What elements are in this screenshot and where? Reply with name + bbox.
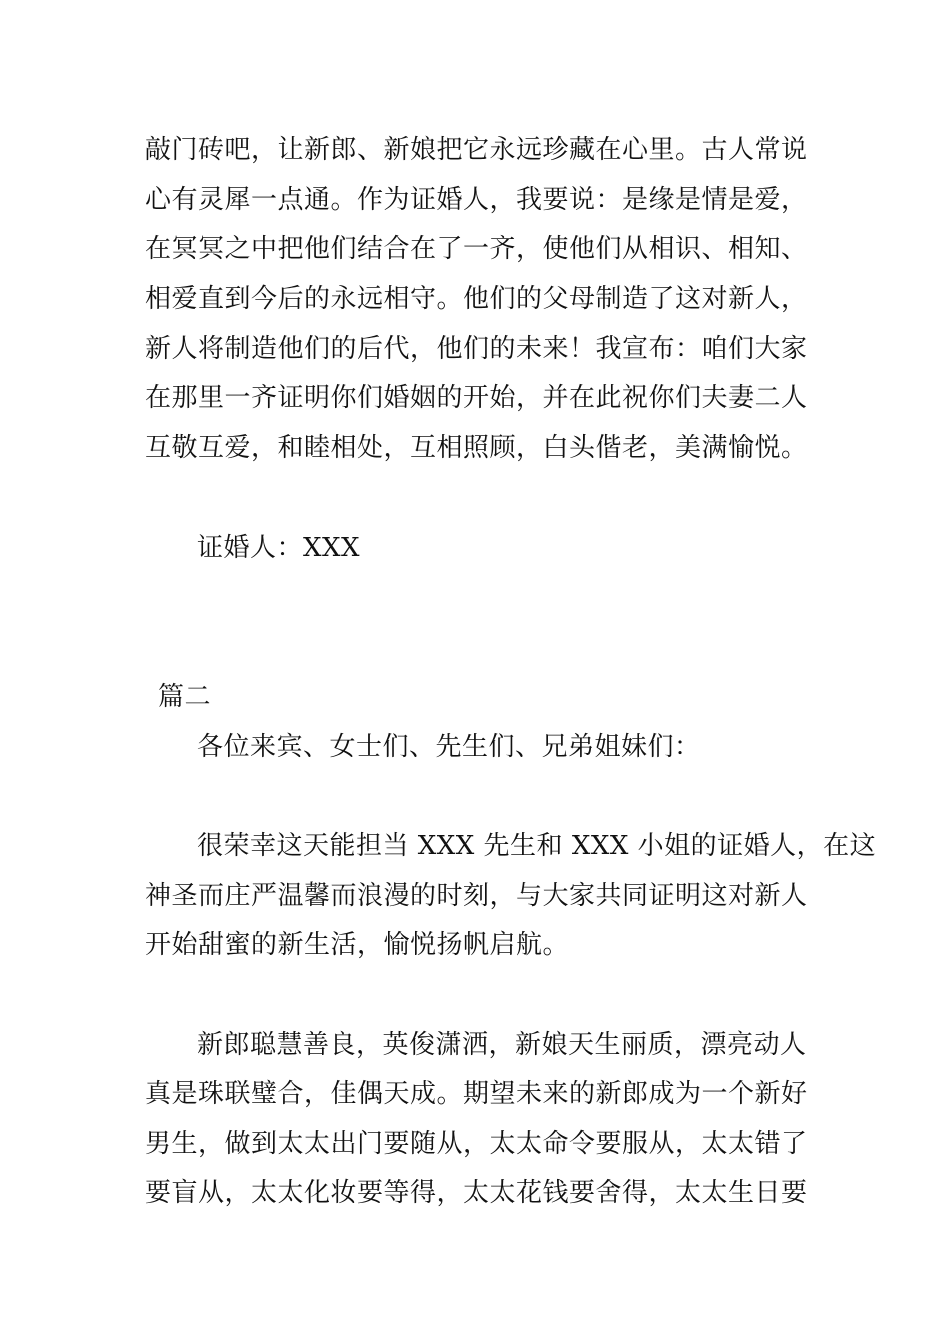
greeting-line: 各位来宾、女士们、先生们、兄弟姐妹们： — [197, 732, 701, 762]
section-heading: 篇二 — [158, 682, 212, 712]
paragraph-1-line-1: 敲门砖吧，让新郎、新娘把它永远珍藏在心里。古人常说 — [145, 135, 808, 165]
paragraph-1-line-4: 相爱直到今后的永远相守。他们的父母制造了这对新人， — [145, 284, 808, 314]
paragraph-2-line-3: 开始甜蜜的新生活，愉悦扬帆启航。 — [145, 930, 570, 960]
paragraph-1-line-3: 在冥冥之中把他们结合在了一齐，使他们从相识、相知、 — [145, 234, 808, 264]
paragraph-3-line-2: 真是珠联璧合，佳偶天成。期望未来的新郎成为一个新好 — [145, 1079, 808, 1109]
paragraph-1-line-7: 互敬互爱，和睦相处，互相照顾，白头偕老，美满愉悦。 — [145, 433, 808, 463]
paragraph-3-line-4: 要盲从，太太化妆要等得，太太花钱要舍得，太太生日要 — [145, 1178, 808, 1208]
paragraph-1-line-5: 新人将制造他们的后代，他们的未来！我宣布：咱们大家 — [145, 334, 808, 364]
paragraph-1-line-6: 在那里一齐证明你们婚姻的开始，并在此祝你们夫妻二人 — [145, 383, 808, 413]
paragraph-1-line-2: 心有灵犀一点通。作为证婚人，我要说：是缘是情是爱， — [145, 185, 808, 215]
paragraph-3-line-1: 新郎聪慧善良，英俊潇洒，新娘天生丽质，漂亮动人 — [197, 1030, 807, 1060]
paragraph-3-line-3: 男生，做到太太出门要随从，太太命令要服从，太太错了 — [145, 1129, 808, 1159]
paragraph-2-line-2: 神圣而庄严温馨而浪漫的时刻，与大家共同证明这对新人 — [145, 881, 808, 911]
signature-line: 证婚人：XXX — [197, 533, 361, 563]
paragraph-2-line-1: 很荣幸这天能担当 XXX 先生和 XXX 小姐的证婚人，在这 — [197, 831, 877, 861]
